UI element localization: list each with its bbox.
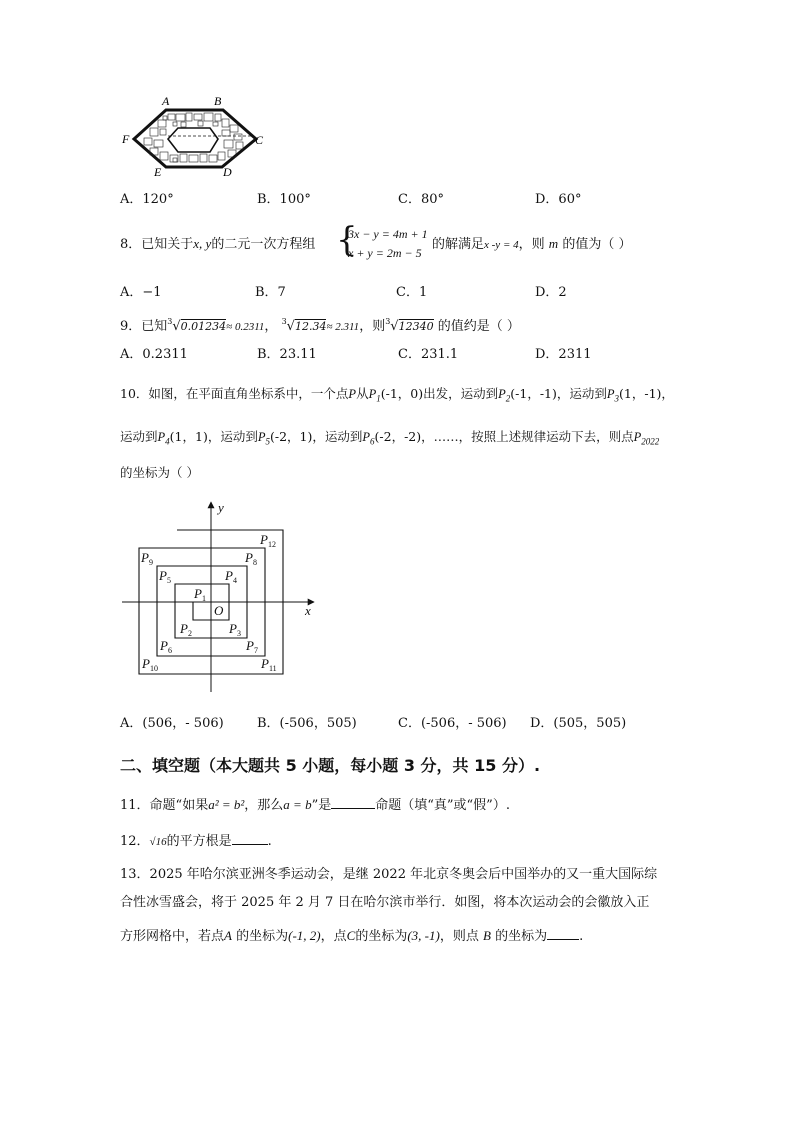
q8-vars: x, y (193, 236, 212, 251)
q8-m: m (548, 236, 559, 251)
q10-line1-e: ， (661, 386, 674, 401)
q9-value-1: ≈ 0.2311 (226, 321, 265, 333)
q10-p1-label: $P_1$ (368, 387, 381, 404)
q12-c: . (267, 834, 272, 849)
label-B: B (214, 94, 222, 108)
q10-line-1 (120, 386, 674, 407)
q10-p1: (-1，0) (380, 386, 424, 401)
q9-tail: 的值约是（ ） (437, 319, 520, 334)
q12-answer-blank[interactable] (232, 831, 268, 845)
q8-question (120, 236, 315, 253)
q13-line3-a: 方形网格中，若点 (120, 929, 225, 944)
q11-answer-blank[interactable] (331, 795, 375, 809)
q13-line-3 (120, 926, 583, 945)
q13-point-b: B (482, 928, 491, 943)
q8-cond: x -y = 4 (484, 239, 519, 251)
q13-answer-blank[interactable] (547, 926, 579, 940)
q10-option-b[interactable]: B．(-506，505) (257, 716, 357, 731)
q10-p6-label: $P_6$ (362, 430, 375, 447)
q8-option-d[interactable]: D．2 (535, 285, 567, 300)
label-E: E (154, 165, 162, 179)
q8-option-c[interactable]: C．1 (396, 285, 428, 300)
q8-tail: 的值为（ ） (562, 237, 632, 252)
q13-coord-a: (-1, 2) (288, 928, 321, 943)
q13-line3-g: . (579, 929, 584, 944)
q10-p2-label: $P_2$ (498, 387, 511, 404)
section-2-heading: 二、填空题（本大题共 5 小题，每小题 3 分，共 15 分）. (120, 756, 541, 775)
label-p8: $P_8$ (245, 550, 257, 567)
label-p12: $P_{12}$ (260, 532, 276, 549)
q8-system-brace: { (336, 220, 358, 260)
q10-line1-c: 出发，运动到 (423, 386, 499, 401)
q9-value-2: ≈ 2.311 (326, 321, 360, 333)
q13-line-1: 13．2025 年哈尔滨亚洲冬季运动会，是继 2022 年北京冬奥会后中国举办的又一重大国际综 (120, 867, 658, 882)
q13-point-a: A (224, 928, 232, 943)
q8-cond-post: ，则 (518, 237, 545, 252)
q10-line1-b: 从 (356, 386, 369, 401)
q12-expr: √16 (149, 836, 167, 848)
q12-question (120, 831, 272, 850)
q8-eq2: x + y = 2m − 5 (348, 246, 422, 260)
label-p9: $P_9$ (141, 550, 153, 567)
q10-p6: (-2，-2) (374, 429, 422, 444)
q11-a: 11．命题“如果 (120, 798, 209, 813)
q10-line1-d: ，运动到 (556, 386, 607, 401)
q10-p4: (1，1) (169, 429, 208, 444)
q10-line2-c: ，运动到 (312, 429, 363, 444)
q9-option-c[interactable]: C．231.1 (398, 347, 459, 362)
q11-b: ，那么 (244, 798, 284, 813)
q13-coord-c: (3, -1) (407, 928, 440, 943)
q8-eq1: 3x − y = 4m + 1 (348, 227, 428, 241)
q10-line2-d: ，……，按照上述规律运动下去，则点 (421, 429, 634, 444)
q10-p3: (1，-1) (619, 386, 662, 401)
q10-point-p: P (348, 387, 357, 401)
q10-option-d[interactable]: D．(505，505) (530, 716, 627, 731)
q10-line1-a: 10．如图，在平面直角坐标系中，一个点 (120, 386, 349, 401)
q7-option-c[interactable]: C．80° (398, 192, 444, 207)
q13-line3-c: ，点 (320, 929, 347, 944)
label-p6: $P_6$ (160, 638, 172, 655)
label-A: A (162, 94, 170, 108)
inner-hexagon (168, 128, 218, 152)
label-p5: $P_5$ (159, 568, 171, 585)
q11-d: 命题（填“真”或“假”）. (375, 798, 510, 813)
q9-radicand-1: 0.01234 (180, 320, 227, 333)
label-F: F (122, 132, 130, 146)
q8-prefix: 8．已知关于 (120, 237, 194, 252)
q9-sep: ， (264, 319, 278, 334)
q13-line3-b: 的坐标为 (236, 929, 289, 944)
q12-b: 的平方根是 (166, 834, 232, 849)
hexagon-figure (118, 92, 278, 180)
label-D: D (223, 165, 232, 179)
q7-option-b[interactable]: B．100° (257, 192, 311, 207)
q10-p3-label: $P_3$ (606, 387, 620, 404)
q11-expr2: a = b (283, 797, 312, 812)
origin-label: O (214, 603, 224, 618)
label-p10: $P_{10}$ (142, 656, 158, 673)
x-axis-label: x (305, 603, 311, 618)
label-C: C (255, 133, 264, 147)
q13-line3-d: 的坐标为 (355, 929, 408, 944)
q9-prefix: 9．已知 (120, 319, 168, 334)
q13-line3-f: 的坐标为 (495, 929, 548, 944)
label-p3: $P_3$ (229, 621, 241, 638)
label-p1: $P_1$ (194, 586, 206, 603)
q9-mid: ，则 (359, 319, 386, 334)
q9-question: 9．已知$^3$√0.01234≈ 0.2311， $^3$√12.34≈ 2.311，则$^3$√12340 的值约是（ ） (120, 317, 520, 334)
q12-a: 12． (120, 834, 150, 849)
label-p7: $P_7$ (246, 638, 258, 655)
label-p4: $P_4$ (225, 568, 237, 585)
q8-option-a[interactable]: A．−1 (120, 285, 162, 300)
q11-question (120, 795, 510, 814)
q10-option-c[interactable]: C．(-506，- 506) (398, 716, 507, 731)
q7-option-a[interactable]: A．120° (120, 192, 174, 207)
q10-line-3: 的坐标为（ ） (120, 465, 199, 480)
q8-condition (432, 236, 631, 253)
q13-line-2: 合性冰雪盛会，将于 2025 年 2 月 7 日在哈尔滨市举行．如图，将本次运动会的会徽放入正 (120, 895, 650, 910)
q9-radicand-3: 12340 (398, 320, 434, 333)
q8-option-b[interactable]: B．7 (255, 285, 286, 300)
q8-cond-pre: 的解满足 (432, 237, 485, 252)
q10-p5: (-2，1) (269, 429, 313, 444)
y-axis-label: y (218, 500, 224, 515)
label-p2: $P_2$ (180, 621, 192, 638)
q10-option-a[interactable]: A．(506，- 506) (120, 716, 224, 731)
q11-expr1: a² = b² (208, 797, 245, 812)
q10-line-2 (120, 429, 659, 450)
q10-line2-b: ，运动到 (207, 429, 258, 444)
q8-mid: 的二元一次方程组 (211, 237, 316, 252)
q9-radicand-2: 12.34 (294, 320, 327, 333)
label-p11: $P_{11}$ (261, 656, 277, 673)
q10-p2: (-1，-1) (510, 386, 557, 401)
q7-option-d[interactable]: D．60° (535, 192, 582, 207)
q9-option-d[interactable]: D．2311 (535, 347, 592, 362)
q10-line2-a: 运动到 (120, 429, 158, 444)
q11-c: ”是 (311, 798, 332, 813)
spiral-coordinate-figure (118, 496, 328, 696)
q10-p5-label: $P_5$ (257, 430, 270, 447)
q10-p4-label: $P_4$ (157, 430, 170, 447)
q9-option-b[interactable]: B．23.11 (257, 347, 317, 362)
q13-line3-e: ，则点 (439, 929, 479, 944)
q9-option-a[interactable]: A．0.2311 (120, 347, 188, 362)
q13-point-c: C (346, 928, 356, 943)
q10-p2022-label: $P_{2022}$ (633, 430, 660, 447)
